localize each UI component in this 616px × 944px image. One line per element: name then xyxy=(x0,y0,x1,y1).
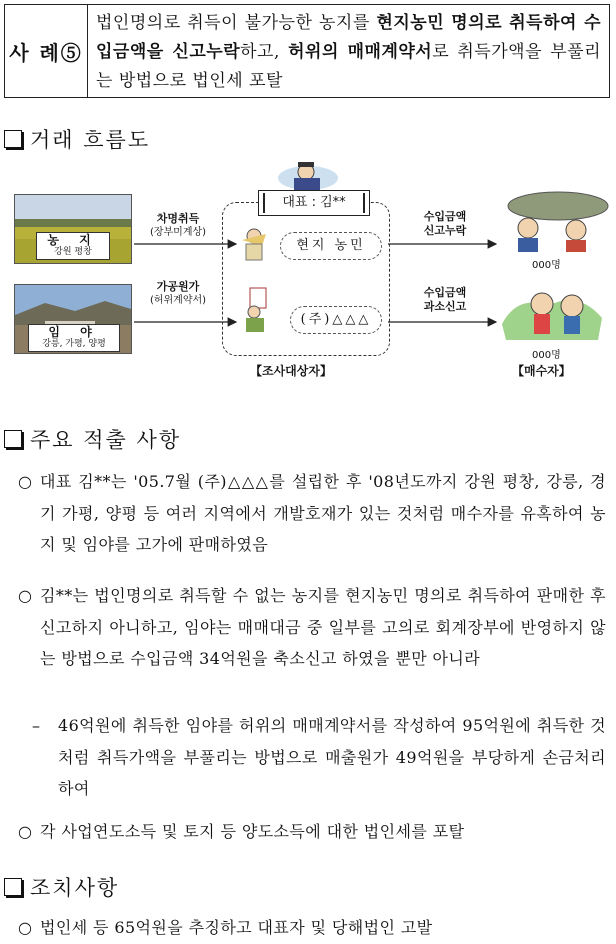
section-heading-findings: 주요 적출 사항 xyxy=(4,424,181,454)
case-label: 사 례⑤ xyxy=(5,5,88,97)
action-paragraph: ○ 법인세 등 65억원을 추징하고 대표자 및 당해법인 고발 xyxy=(18,918,433,937)
section-heading-flow: 거래 흐름도 xyxy=(4,124,150,154)
arrow-label-underreported: 수입금액 과소신고 xyxy=(423,286,467,313)
local-farmer-pill: 현지 농민 xyxy=(280,232,382,260)
farmland-caption: 농 지 강원 평창 xyxy=(36,232,110,260)
arrow-label-nominee: 차명취득 (장부미계상) xyxy=(149,212,207,238)
target-label: 【조사대상자】 xyxy=(250,364,332,378)
finding-paragraph-3: – 46억원에 취득한 임야를 허위의 매매계약서를 작성하여 95억원에 취득한 것처럼 취득가액을 부풀리는 방법으로 매출원가 49억원을 부당하게 손금처리하여 xyxy=(32,716,606,798)
checkbox-icon xyxy=(4,430,22,448)
representative-label: 대표 : 김** xyxy=(258,190,370,216)
buyer-count-bottom: 000명 xyxy=(532,350,561,361)
checkbox-icon xyxy=(4,878,22,896)
arrow-label-fake-cost: 가공원가 (허위계약서) xyxy=(149,280,207,306)
checkbox-icon xyxy=(4,130,22,148)
representative-cartoon xyxy=(276,160,340,192)
case-summary: 법인명의로 취득이 불가능한 농지를 현지농민 명의로 취득하여 수입금액을 신고누락하고, 허위의 매매계약서로 취득가액을 부풀리는 방법으로 법인세 포탈 xyxy=(96,13,601,91)
arrow-label-unreported: 수입금액 신고누락 xyxy=(423,210,467,237)
buyer-label: 【매수자】 xyxy=(512,364,571,378)
company-cartoon xyxy=(236,286,276,334)
company-pill: (주)△△△ xyxy=(290,306,382,334)
finding-paragraph-2: ○ 김**는 법인명의로 취득할 수 없는 농지를 현지농민 명의로 취득하여 판매한 후 신고하지 아니하고, 임야는 매매대금 중 일부를 고의로 회계장부에 반영하지 않는 방법으로 수입금액 34억원을 축소신고 하였을 뿐만 아니라 xyxy=(18,586,606,668)
buyer-count-top: 000명 xyxy=(532,260,561,271)
forest-caption: 임 야 강릉, 가평, 양평 xyxy=(28,324,120,352)
case-box xyxy=(4,4,610,98)
farmer-cartoon xyxy=(234,226,274,266)
finding-paragraph-1: ○ 대표 김**는 '05.7월 (주)△△△를 설립한 후 '08년도까지 강원 평창, 강릉, 경기 가평, 양평 등 여러 지역에서 개발호재가 있는 것처럼 매수자를 유혹하여 농지 및 임야를 고가에 판매하였음 xyxy=(18,472,606,554)
section-heading-action: 조치사항 xyxy=(4,872,119,902)
buyers-cartoon-top xyxy=(500,186,610,254)
buyers-cartoon-bottom xyxy=(498,284,608,344)
finding-paragraph-4: ○ 각 사업연도소득 및 토지 등 양도소득에 대한 법인세를 포탈 xyxy=(18,822,465,841)
flow-diagram xyxy=(0,160,616,390)
